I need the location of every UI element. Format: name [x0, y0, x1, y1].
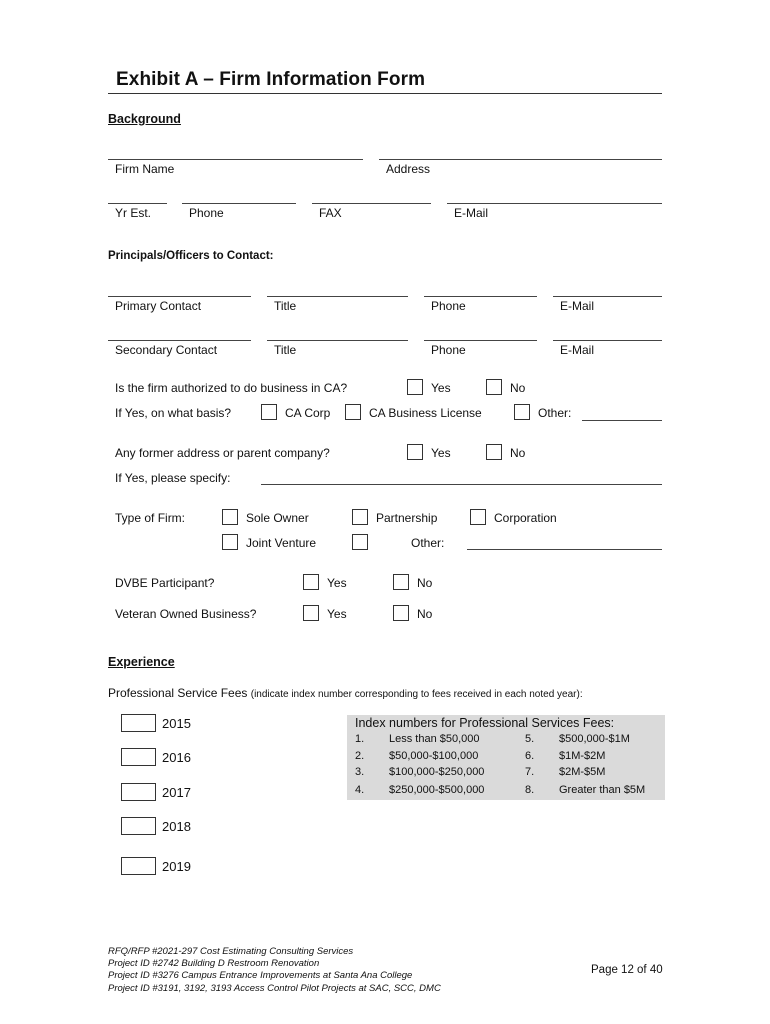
former-address-question: Any former address or parent company?	[115, 446, 330, 460]
primary-contact-field[interactable]	[108, 296, 251, 297]
year-2019-label: 2019	[162, 859, 191, 874]
former-yes-checkbox[interactable]	[407, 444, 423, 460]
dvbe-yes-checkbox[interactable]	[303, 574, 319, 590]
authorized-no-checkbox[interactable]	[486, 379, 502, 395]
former-no-checkbox[interactable]	[486, 444, 502, 460]
sole-owner-label: Sole Owner	[246, 511, 309, 525]
fee-index-number: 1.	[355, 733, 365, 745]
fee-index-2015-input[interactable]	[121, 714, 156, 732]
specify-label: If Yes, please specify:	[115, 471, 231, 485]
veteran-no-label: No	[417, 607, 433, 621]
veteran-yes-checkbox[interactable]	[303, 605, 319, 621]
principals-heading: Principals/Officers to Contact:	[108, 250, 274, 262]
primary-email-field[interactable]	[553, 296, 662, 297]
firm-type-label: Type of Firm:	[115, 511, 186, 525]
year-2017-label: 2017	[162, 785, 191, 800]
corporation-label: Corporation	[494, 511, 557, 525]
email-field[interactable]	[447, 203, 662, 204]
year-2018-label: 2018	[162, 819, 191, 834]
primary-title-label: Title	[274, 299, 297, 313]
secondary-title-label: Title	[274, 343, 297, 357]
primary-email-label: E-Mail	[560, 299, 595, 313]
year-2015-label: 2015	[162, 716, 191, 731]
firm-other-field[interactable]	[467, 549, 662, 550]
fee-index-number: 5.	[525, 733, 535, 745]
experience-heading: Experience	[108, 655, 175, 669]
fee-index-number: 7.	[525, 766, 535, 778]
title-divider	[108, 93, 662, 94]
ca-license-label: CA Business License	[369, 406, 482, 420]
fee-index-number: 2.	[355, 750, 365, 762]
year-2016-label: 2016	[162, 750, 191, 765]
fee-index-number: 3.	[355, 766, 365, 778]
fee-index-number: 6.	[525, 750, 535, 762]
yr-est-field[interactable]	[108, 203, 167, 204]
specify-field[interactable]	[261, 484, 662, 485]
fee-index-range: Less than $50,000	[389, 733, 480, 745]
firm-other-checkbox[interactable]	[352, 534, 368, 550]
former-no-label: No	[510, 446, 526, 460]
ca-corp-checkbox[interactable]	[261, 404, 277, 420]
basis-other-checkbox[interactable]	[514, 404, 530, 420]
fax-field[interactable]	[312, 203, 431, 204]
secondary-contact-field[interactable]	[108, 340, 251, 341]
fee-index-2018-input[interactable]	[121, 817, 156, 835]
partnership-label: Partnership	[376, 511, 438, 525]
primary-contact-label: Primary Contact	[115, 299, 202, 313]
email-label: E-Mail	[454, 206, 489, 220]
former-yes-label: Yes	[431, 446, 451, 460]
fee-index-2016-input[interactable]	[121, 748, 156, 766]
secondary-phone-label: Phone	[431, 343, 466, 357]
dvbe-yes-label: Yes	[327, 576, 347, 590]
fee-index-range: Greater than $5M	[559, 784, 646, 796]
firm-other-label: Other:	[411, 536, 445, 550]
primary-phone-label: Phone	[431, 299, 466, 313]
basis-other-field[interactable]	[582, 420, 662, 421]
fee-index-range: $250,000-$500,000	[389, 784, 485, 796]
primary-title-field[interactable]	[267, 296, 408, 297]
footer-project-info	[108, 946, 441, 995]
firm-name-field[interactable]	[108, 159, 363, 160]
secondary-title-field[interactable]	[267, 340, 408, 341]
fee-index-title: Index numbers for Professional Services Fees:	[355, 716, 615, 730]
dvbe-no-label: No	[417, 576, 433, 590]
secondary-email-label: E-Mail	[560, 343, 595, 357]
fee-index-range: $500,000-$1M	[559, 733, 630, 745]
yr-est-label: Yr Est.	[115, 206, 152, 220]
footer-line: Project ID #2742 Building D Restroom Renovation	[108, 958, 320, 970]
footer-line: Project ID #3276 Campus Entrance Improvements at Santa Ana College	[108, 970, 413, 982]
fee-index-number: 4.	[355, 784, 365, 796]
footer-line: RFQ/RFP #2021-297 Cost Estimating Consulting Services	[108, 946, 354, 957]
page-title: Exhibit A – Firm Information Form	[116, 69, 426, 90]
authorized-yes-checkbox[interactable]	[407, 379, 423, 395]
dvbe-question: DVBE Participant?	[115, 576, 215, 590]
address-label: Address	[386, 162, 431, 176]
fee-index-2017-input[interactable]	[121, 783, 156, 801]
firm-name-label: Firm Name	[115, 162, 175, 176]
secondary-phone-field[interactable]	[424, 340, 537, 341]
fee-index-range: $1M-$2M	[559, 750, 606, 762]
partnership-checkbox[interactable]	[352, 509, 368, 525]
veteran-question: Veteran Owned Business?	[115, 607, 257, 621]
fee-index-range: $50,000-$100,000	[389, 750, 479, 762]
fees-description	[108, 686, 583, 700]
veteran-no-checkbox[interactable]	[393, 605, 409, 621]
joint-venture-label: Joint Venture	[246, 536, 317, 550]
page-number: Page 12 of 40	[591, 964, 663, 976]
basis-other-label: Other:	[538, 406, 572, 420]
authorized-no-label: No	[510, 381, 526, 395]
ca-corp-label: CA Corp	[285, 406, 331, 420]
dvbe-no-checkbox[interactable]	[393, 574, 409, 590]
fee-index-range: $2M-$5M	[559, 766, 606, 778]
address-field[interactable]	[379, 159, 662, 160]
authorized-yes-label: Yes	[431, 381, 451, 395]
footer-line: Project ID #3191, 3192, 3193 Access Control Pilot Projects at SAC, SCC, DMC	[108, 982, 441, 994]
secondary-email-field[interactable]	[553, 340, 662, 341]
fee-index-number: 8.	[525, 784, 535, 796]
primary-phone-field[interactable]	[424, 296, 537, 297]
phone-field[interactable]	[182, 203, 296, 204]
ca-license-checkbox[interactable]	[345, 404, 361, 420]
basis-question: If Yes, on what basis?	[115, 406, 232, 420]
fax-label: FAX	[319, 206, 342, 220]
secondary-contact-label: Secondary Contact	[115, 343, 218, 357]
authorized-question: Is the firm authorized to do business in CA?	[115, 381, 348, 395]
corporation-checkbox[interactable]	[470, 509, 486, 525]
fee-index-2019-input[interactable]	[121, 857, 156, 875]
fees-note: (indicate index number corresponding to fees received in each noted year):	[250, 689, 583, 700]
fees-label: Professional Service Fees	[108, 686, 248, 700]
background-heading: Background	[108, 112, 181, 126]
phone-label: Phone	[189, 206, 224, 220]
sole-owner-checkbox[interactable]	[222, 509, 238, 525]
veteran-yes-label: Yes	[327, 607, 347, 621]
fee-index-range: $100,000-$250,000	[389, 766, 485, 778]
joint-venture-checkbox[interactable]	[222, 534, 238, 550]
